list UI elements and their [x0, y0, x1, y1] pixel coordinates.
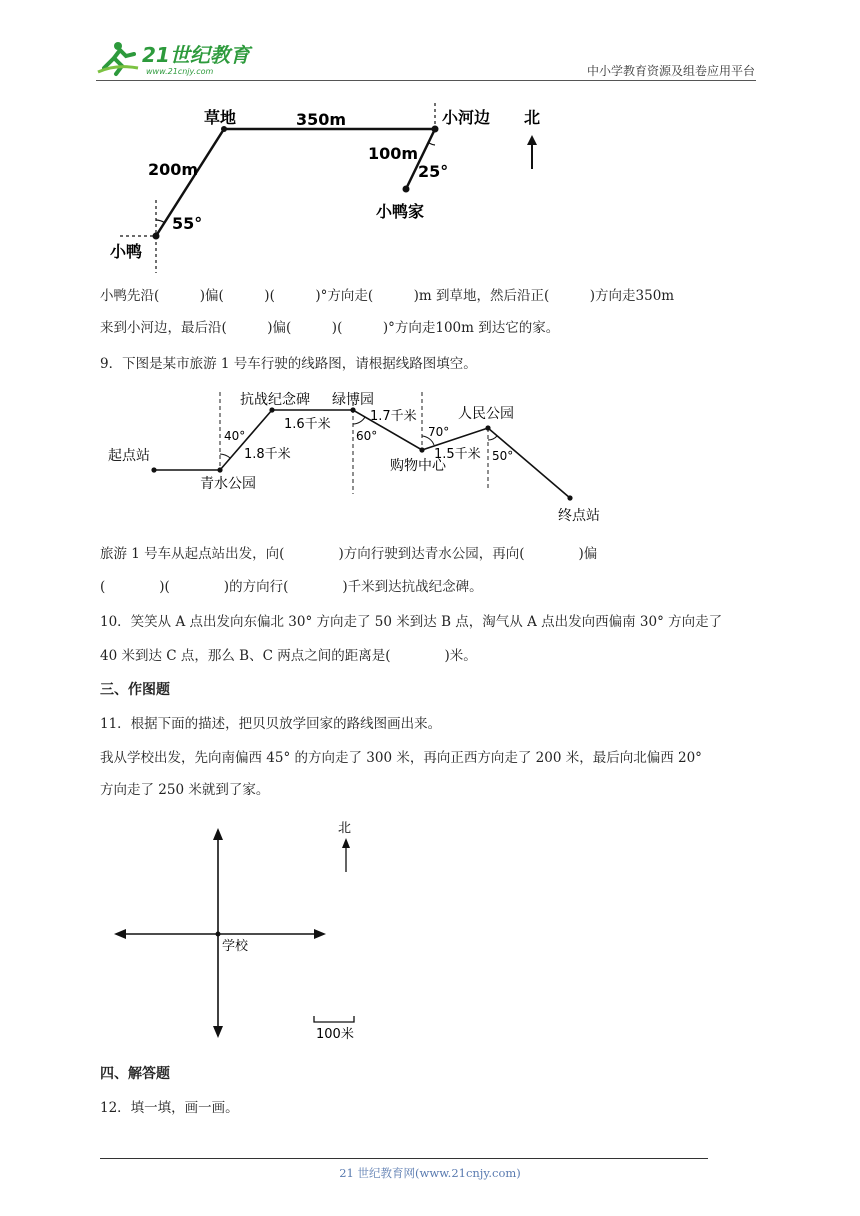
- label-1-5km: 1.5千米: [434, 447, 481, 462]
- bus-route-diagram: [100, 382, 620, 532]
- north-arrow-icon: [527, 135, 537, 169]
- label-50deg: 50°: [492, 449, 514, 463]
- label-70deg: 70°: [428, 425, 450, 439]
- label-north: 北: [338, 821, 352, 836]
- q11-stem: 11．根据下面的描述，把贝贝放学回家的路线图画出来。: [100, 716, 442, 732]
- q11-line1: 我从学校出发，先向南偏西 45° 的方向走了 300 米，再向正西方向走了 200 米，最后向北偏西 20°: [100, 750, 702, 766]
- q9-fill-line2: ( )( )的方向行( )千米到达抗战纪念碑。: [100, 579, 483, 595]
- label-lvbo-park: 绿博园: [332, 392, 374, 408]
- label-25deg: 25°: [418, 162, 449, 181]
- label-riverside: 小河边: [442, 108, 491, 127]
- section-four-title: 四、解答题: [100, 1066, 170, 1082]
- label-start-station: 起点站: [108, 448, 150, 464]
- logo-subtext: www.21cnjy.com: [146, 67, 214, 76]
- label-1-6km: 1.6千米: [284, 417, 331, 432]
- duck-route-diagram: [100, 95, 560, 275]
- logo-text: 21世纪教育: [142, 43, 250, 67]
- label-grass: 草地: [204, 108, 237, 127]
- label-60deg: 60°: [356, 429, 378, 443]
- label-1-8km: 1.8千米: [244, 447, 291, 462]
- school-axes-diagram: [108, 818, 368, 1048]
- label-40deg: 40°: [224, 429, 246, 443]
- label-renmin-park: 人民公园: [458, 406, 514, 422]
- section-three-title: 三、作图题: [100, 682, 170, 698]
- footer-divider: [100, 1158, 708, 1159]
- runner-logo-icon: [98, 42, 138, 74]
- label-200m: 200m: [148, 160, 199, 179]
- q9-stem: 9．下图是某市旅游 1 号车行驶的线路图，请根据线路图填空。: [100, 356, 477, 372]
- label-scale-100m: 100米: [316, 1027, 354, 1042]
- label-school: 学校: [222, 939, 249, 954]
- scale-bar: [314, 1016, 354, 1022]
- q11-line2: 方向走了 250 米就到了家。: [100, 782, 270, 798]
- label-1-7km: 1.7千米: [370, 409, 417, 424]
- label-duck-home: 小鸭家: [376, 202, 425, 221]
- label-55deg: 55°: [172, 214, 203, 233]
- header-platform-text: 中小学教育资源及组卷应用平台: [586, 64, 755, 78]
- q9-fill-line1: 旅游 1 号车从起点站出发，向( )方向行驶到达青水公园，再向( )偏: [100, 546, 598, 562]
- label-100m: 100m: [368, 144, 419, 163]
- footer-text[interactable]: 21 世纪教育网(www.21cnjy.com): [339, 1166, 521, 1180]
- label-north: 北: [524, 108, 541, 127]
- header-divider: [96, 80, 756, 81]
- label-350m: 350m: [296, 110, 347, 129]
- q8-line2: 来到小河边，最后沿( )偏( )( )°方向走100m 到达它的家。: [100, 320, 560, 336]
- north-arrow-icon: [342, 838, 350, 872]
- label-shopping-center: 购物中心: [390, 458, 446, 474]
- q10-line2: 40 米到达 C 点，那么 B、C 两点之间的距离是( )米。: [100, 648, 477, 664]
- label-duck: 小鸭: [110, 242, 143, 261]
- q8-line1: 小鸭先沿( )偏( )( )°方向走( )m 到草地，然后沿正( )方向走350m: [100, 288, 675, 304]
- q10-line1: 10．笑笑从 A 点出发向东偏北 30° 方向走了 50 米到达 B 点，淘气从 A 点出发向西偏南 30° 方向走了: [100, 614, 723, 630]
- q12-stem: 12．填一填，画一画。: [100, 1100, 239, 1116]
- label-qingshui-park: 青水公园: [200, 476, 256, 492]
- label-memorial: 抗战纪念碑: [240, 392, 310, 408]
- logo: [96, 38, 266, 78]
- label-end-station: 终点站: [558, 508, 600, 524]
